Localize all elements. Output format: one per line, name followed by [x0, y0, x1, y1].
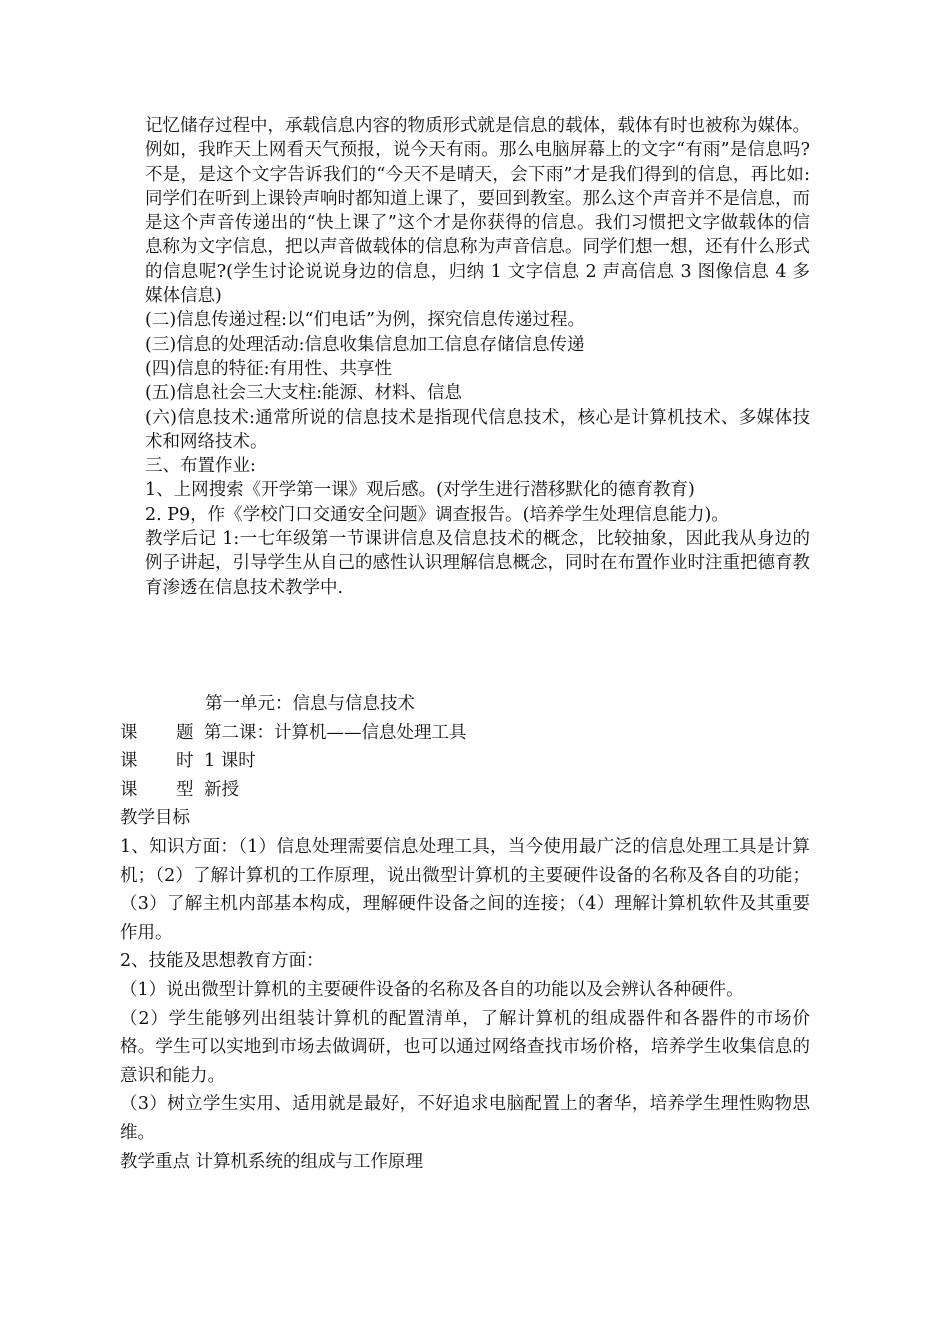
paragraph: （1）说出微型计算机的主要硬件设备的名称及各自的功能以及会辨认各种硬件。: [120, 979, 744, 1000]
paragraph: 2、技能及思想教育方面：: [120, 951, 324, 972]
unit-title: 第一单元：信息与信息技术: [205, 694, 415, 714]
paragraph: (六)信息技术:通常所说的信息技术是指现代信息技术，核心是计算机技术、多媒体技术和网络技术。: [145, 407, 810, 452]
paragraph: （3）树立学生实用、适用就是最好，不好追求电脑配置上的奢华，培养学生理性购物思维。: [120, 1094, 810, 1143]
lesson-hours-row: [120, 747, 810, 776]
label-char: 课: [120, 779, 138, 800]
lesson-hours: 1 课时: [204, 751, 256, 772]
paragraph: 教学重点 计算机系统的组成与工作原理: [120, 1151, 424, 1172]
paragraph: (四)信息的特征:有用性、共享性: [145, 358, 393, 379]
paragraph: 1、上网搜索《开学第一课》观后感。(对学生进行潜移默化的德育教育): [145, 480, 695, 501]
lesson-type: 新授: [204, 779, 239, 800]
lesson-topic-row: [120, 719, 810, 748]
label-char: 型: [176, 779, 194, 800]
label-char: 课: [120, 722, 138, 743]
lesson-type-row: [120, 776, 810, 805]
section-heading: 教学目标: [120, 808, 190, 829]
paragraph: (五)信息社会三大支柱:能源、材料、信息: [145, 383, 463, 404]
paragraph: 教学后记 1:一七年级第一节课讲信息及信息技术的概念，比较抽象，因此我从身边的例子讲起，引导学生从自己的感性认识理解信息概念，同时在布置作业时注重把德育教育渗透在信息技术教学中.: [145, 529, 810, 598]
paragraph: 2. P9，作《学校门口交通安全问题》调查报告。(培养学生处理信息能力)。: [145, 504, 729, 525]
lesson-two-plan: [120, 690, 810, 1176]
label-char: 课: [120, 751, 138, 772]
paragraph: (二)信息传递过程:以“们电话”为例，探究信息传递过程。: [145, 310, 585, 331]
label-char: 题: [176, 722, 194, 743]
lesson-topic: 第二课：计算机——信息处理工具: [204, 722, 467, 743]
paragraph: (三)信息的处理活动:信息收集信息加工信息存储信息传递: [145, 334, 585, 355]
label-char: 时: [176, 751, 194, 772]
paragraph: 三、布置作业:: [145, 456, 256, 477]
paragraph: （2）学生能够列出组装计算机的配置清单，了解计算机的组成器件和各器件的市场价格。学生可以实地到市场去做调研，也可以通过网络查找市场价格，培养学生收集信息的意识和能力。: [120, 1008, 810, 1086]
paragraph: 记忆储存过程中，承载信息内容的物质形式就是信息的载体，载体有时也被称为媒体。例如，我昨天上网看天气预报，说今天有雨。那么电脑屏幕上的文字“有雨”是信息吗?不是，是这个文字告诉我们的“今天不是晴天，会下雨”才是我们得到的信息，再比如:同学们在听到上课铃声响时都知道上课了，要回到教室。那么这个声音并不是信息，而是这个声音传递出的“快上课了”这个才是你获得的信息。我们习惯把文字做载体的信息称为文字信息，把以声音做载体的信息称为声音信息。同学们想一想，还有什么形式的信息呢?(学生讨论说说身边的信息，归纳 1 文字信息 2 声高信息 3 图像信息 4 多媒体信息): [145, 116, 810, 307]
paragraph: 1、知识方面：（1）信息处理需要信息处理工具，当今使用最广泛的信息处理工具是计算机；（2）了解计算机的工作原理，说出微型计算机的主要硬件设备的名称及各自的功能；（3）了解主机内部基本构成，理解硬件设备之间的连接；（4）理解计算机软件及其重要作用。: [120, 836, 810, 943]
lesson-one-continuation: [145, 114, 810, 600]
